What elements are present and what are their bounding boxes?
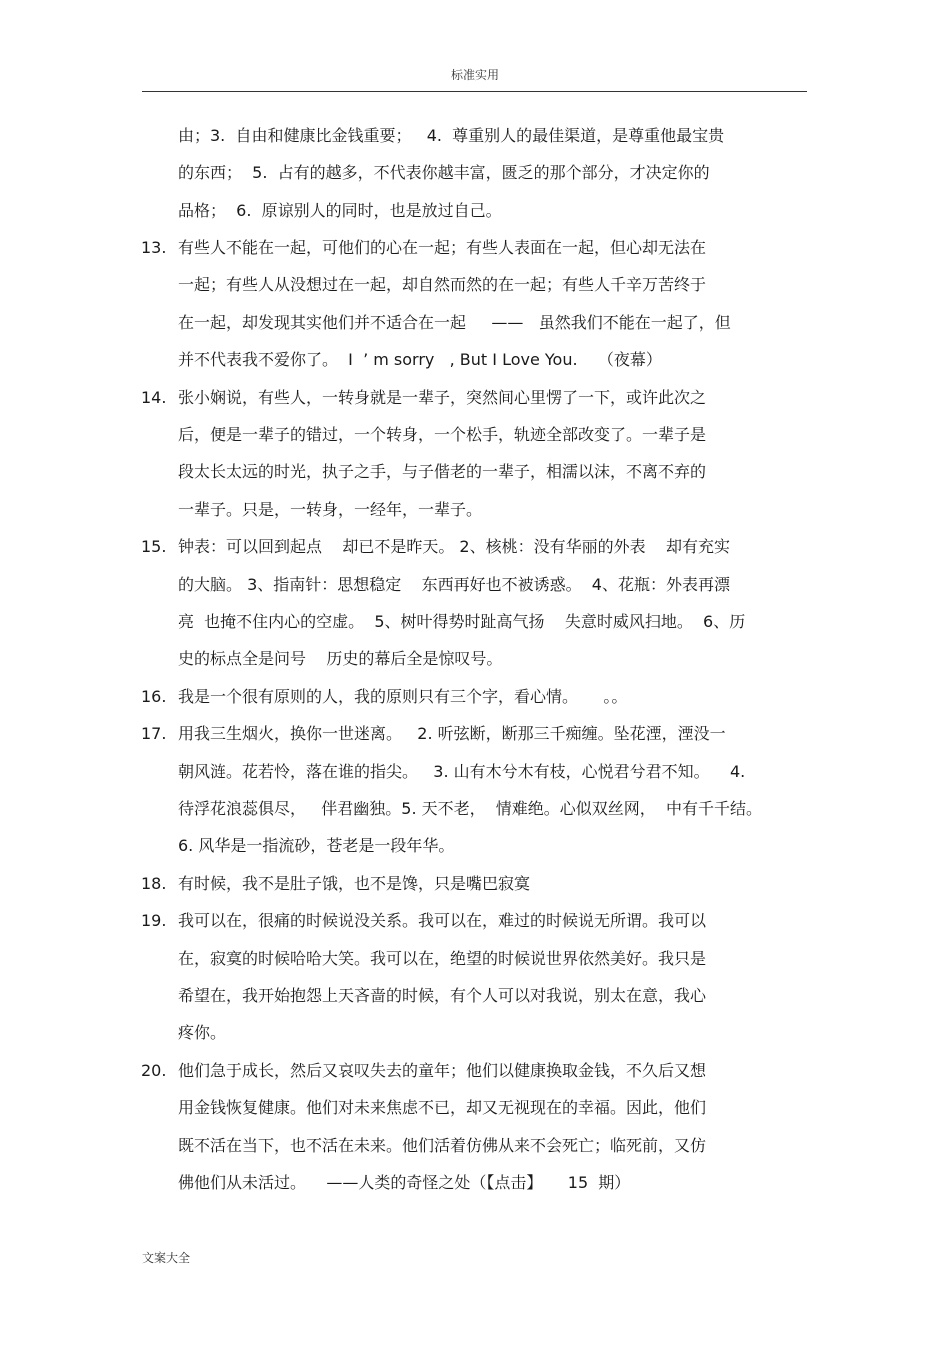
text-line: 并不代表我不爱你了。 I ’ m sorry , But I Love You. （夜幕） bbox=[178, 350, 662, 369]
text-line: 用我三生烟火，换你一世迷离。 2. 听弦断，断那三千痴缠。坠花湮，湮没一 bbox=[178, 724, 726, 743]
text-line: 由；3. 自由和健康比金钱重要； 4. 尊重别人的最佳渠道，是尊重他最宝贵 bbox=[178, 126, 725, 145]
text-line: 在，寂寞的时候哈哈大笑。我可以在，绝望的时候说世界依然美好。我只是 bbox=[178, 949, 707, 968]
text-line: 钟表：可以回到起点 却已不是昨天。 2、核桃：没有华丽的外表 却有充实 bbox=[178, 537, 730, 556]
text-line: 后，便是一辈子的错过，一个转身，一个松手，轨迹全部改变了。一辈子是 bbox=[178, 425, 707, 444]
text-line: 的东西； 5. 占有的越多，不代表你越丰富，匮乏的那个部分，才决定你的 bbox=[178, 163, 710, 182]
text-line: 希望在，我开始抱怨上天吝啬的时候，有个人可以对我说，别太在意，我心 bbox=[178, 986, 707, 1005]
text-line: 一辈子。只是，一转身，一经年，一辈子。 bbox=[178, 500, 483, 519]
text-line: 史的标点全是问号 历史的幕后全是惊叹号。 bbox=[178, 649, 503, 668]
item-number: 18. bbox=[141, 874, 167, 893]
item-number: 19. bbox=[141, 911, 167, 930]
text-line: 有时候，我不是肚子饿，也不是馋，只是嘴巴寂寞 bbox=[178, 874, 531, 893]
item-number: 20. bbox=[141, 1061, 167, 1080]
text-line: 朝风涟。花若怜，落在谁的指尖。 3. 山有木兮木有枝，心悦君兮君不知。 4. bbox=[178, 762, 746, 781]
text-line: 的大脑。 3、指南针：思想稳定 东西再好也不被诱惑。 4、花瓶：外表再漂 bbox=[178, 575, 730, 594]
item-number: 14. bbox=[141, 388, 167, 407]
text-line: 佛他们从未活过。 ——人类的奇怪之处（【点击】 15 期） bbox=[178, 1173, 631, 1192]
text-line: 一起；有些人从没想过在一起，却自然而然的在一起；有些人千辛万苦终于 bbox=[178, 275, 707, 294]
text-line: 在一起，却发现其实他们并不适合在一起 —— 虽然我们不能在一起了，但 bbox=[178, 313, 731, 332]
text-line: 待浮花浪蕊俱尽， 伴君幽独。5. 天不老， 情难绝。心似双丝网， 中有千千结。 bbox=[178, 799, 762, 818]
text-line: 既不活在当下，也不活在未来。他们活着仿佛从来不会死亡；临死前，又仿 bbox=[178, 1136, 707, 1155]
text-line: 亮 也掩不住内心的空虚。 5、树叶得势时趾高气扬 失意时威风扫地。 6、历 bbox=[178, 612, 746, 631]
text-line: 有些人不能在一起，可他们的心在一起；有些人表面在一起，但心却无法在 bbox=[178, 238, 707, 257]
header-rule bbox=[142, 91, 807, 92]
text-line: 我是一个很有原则的人，我的原则只有三个字，看心情。 。。 bbox=[178, 687, 628, 706]
text-line: 段太长太远的时光，执子之手，与子偕老的一辈子，相濡以沫，不离不弃的 bbox=[178, 462, 707, 481]
text-line: 他们急于成长，然后又哀叹失去的童年；他们以健康换取金钱，不久后又想 bbox=[178, 1061, 707, 1080]
item-number: 17. bbox=[141, 724, 167, 743]
text-line: 我可以在，很痛的时候说没关系。我可以在，难过的时候说无所谓。我可以 bbox=[178, 911, 707, 930]
text-line: 品格； 6. 原谅别人的同时，也是放过自己。 bbox=[178, 201, 502, 220]
text-line: 用金钱恢复健康。他们对未来焦虑不已，却又无视现在的幸福。因此，他们 bbox=[178, 1098, 707, 1117]
page-footer: 文案大全 bbox=[142, 1251, 191, 1265]
item-number: 13. bbox=[141, 238, 167, 257]
text-line: 6. 风华是一指流砂，苍老是一段年华。 bbox=[178, 836, 455, 855]
item-number: 16. bbox=[141, 687, 167, 706]
item-number: 15. bbox=[141, 537, 167, 556]
text-line: 张小娴说，有些人，一转身就是一辈子，突然间心里愣了一下，或许此次之 bbox=[178, 388, 707, 407]
page-header: 标准实用 bbox=[450, 68, 499, 82]
text-line: 疼你。 bbox=[178, 1023, 227, 1042]
